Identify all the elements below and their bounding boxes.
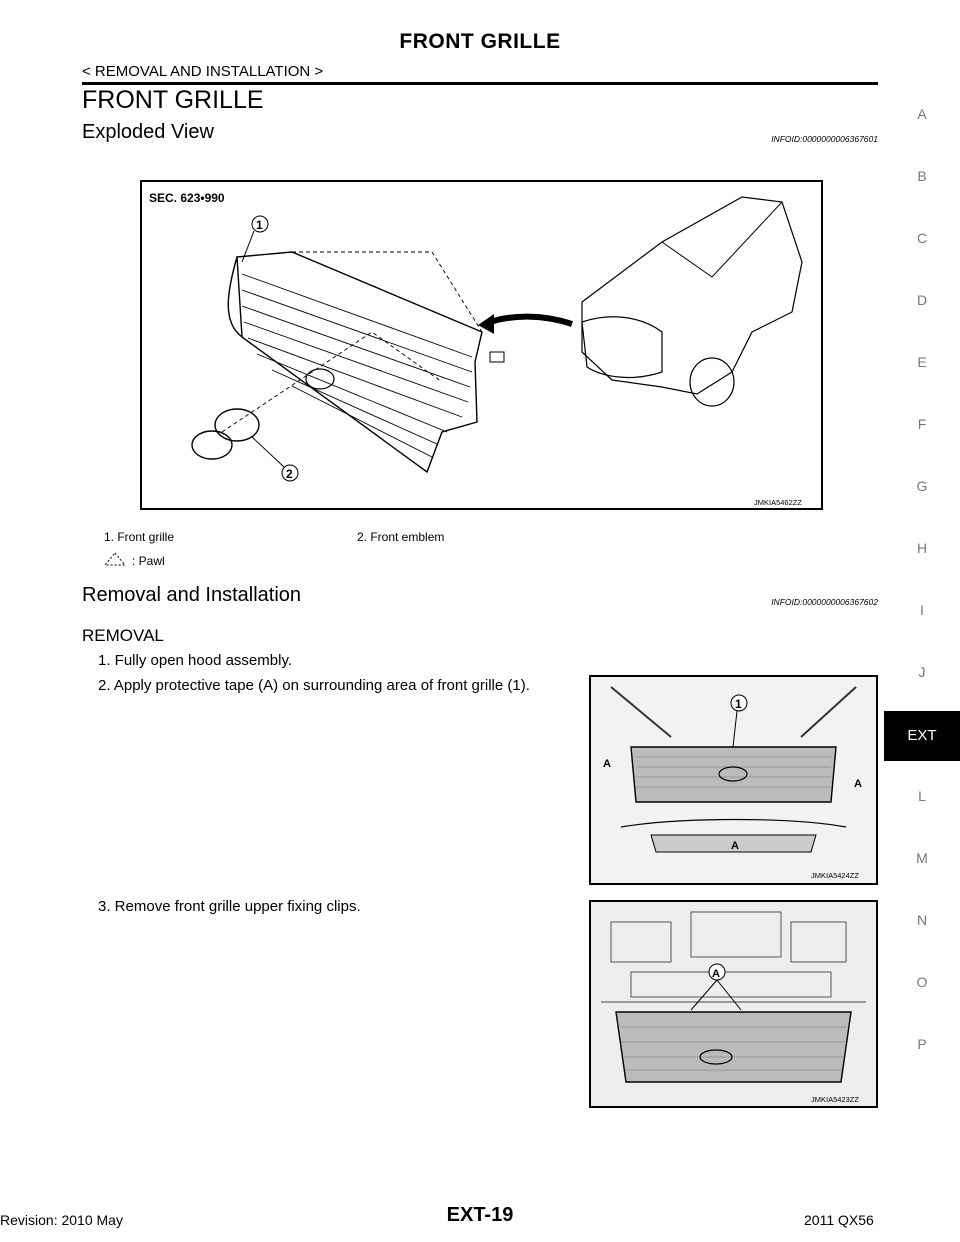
removal-subheading: REMOVAL [82,626,164,645]
fig2-label-a-right: A [854,778,862,790]
index-letter-l[interactable]: L [918,788,926,804]
index-letter-c[interactable]: C [916,230,928,246]
exploded-view-figure [140,180,823,510]
step-2: 2. Apply protective tape (A) on surrounding area of front grille (1). [98,677,530,694]
index-letter-d[interactable]: D [916,292,928,308]
callout-1: 1 [256,218,263,232]
index-tab-ext-label: EXT [907,727,937,744]
index-letter-b[interactable]: B [917,168,927,184]
legend-item-front-grille: 1. Front grille [104,530,175,544]
removal-installation-infoid: INFOID:0000000006367602 [771,597,878,607]
exploded-view-heading: Exploded View [82,121,214,143]
removal-installation-heading: Removal and Installation [82,584,302,606]
index-letter-o[interactable]: O [916,974,928,990]
page-header-subtitle: < REMOVAL AND INSTALLATION > [82,63,324,80]
engine-bay-illustration [591,902,876,1106]
index-letter-e[interactable]: E [917,354,927,370]
index-letter-m[interactable]: M [916,850,928,866]
figure1-id: JMKIA5462ZZ [754,498,802,507]
legend-pawl: : Pawl [132,554,165,568]
exploded-view-infoid: INFOID:0000000006367601 [771,134,878,144]
legend-item-front-emblem: 2. Front emblem [357,530,445,544]
footer-model: 2011 QX56 [804,1212,874,1228]
fig2-label-1: 1 [735,697,742,711]
index-letter-a[interactable]: A [917,106,927,122]
fig2-label-a-left: A [603,758,611,770]
protective-tape-figure [589,675,878,885]
upper-clips-figure [589,900,878,1108]
index-tab-ext[interactable] [884,711,960,761]
fig3-label-a: A [712,968,720,980]
index-letter-h[interactable]: H [916,540,928,556]
page-header-title: FRONT GRILLE [399,30,561,53]
front-grille-exploded-illustration [142,182,821,508]
figure3-id: JMKIA5423ZZ [811,1095,859,1104]
page-number: EXT-19 [446,1204,514,1226]
index-letter-g[interactable]: G [916,478,928,494]
figure2-id: JMKIA5424ZZ [811,871,859,880]
step-1: 1. Fully open hood assembly. [98,652,292,669]
index-letter-f[interactable]: F [917,416,927,432]
pawl-icon [104,552,126,571]
sec-label: SEC. 623•990 [149,191,225,205]
index-letter-j[interactable]: J [918,664,926,680]
section-title: FRONT GRILLE [82,86,264,114]
grille-tape-illustration [591,677,876,883]
index-letter-i[interactable]: I [920,602,924,618]
index-letter-p[interactable]: P [917,1036,927,1052]
callout-2: 2 [286,467,293,481]
step-3: 3. Remove front grille upper fixing clips. [98,898,361,915]
header-rule [82,82,878,85]
footer-revision: Revision: 2010 May [0,1212,123,1228]
index-letter-n[interactable]: N [916,912,928,928]
fig2-label-a-bottom: A [731,840,739,852]
